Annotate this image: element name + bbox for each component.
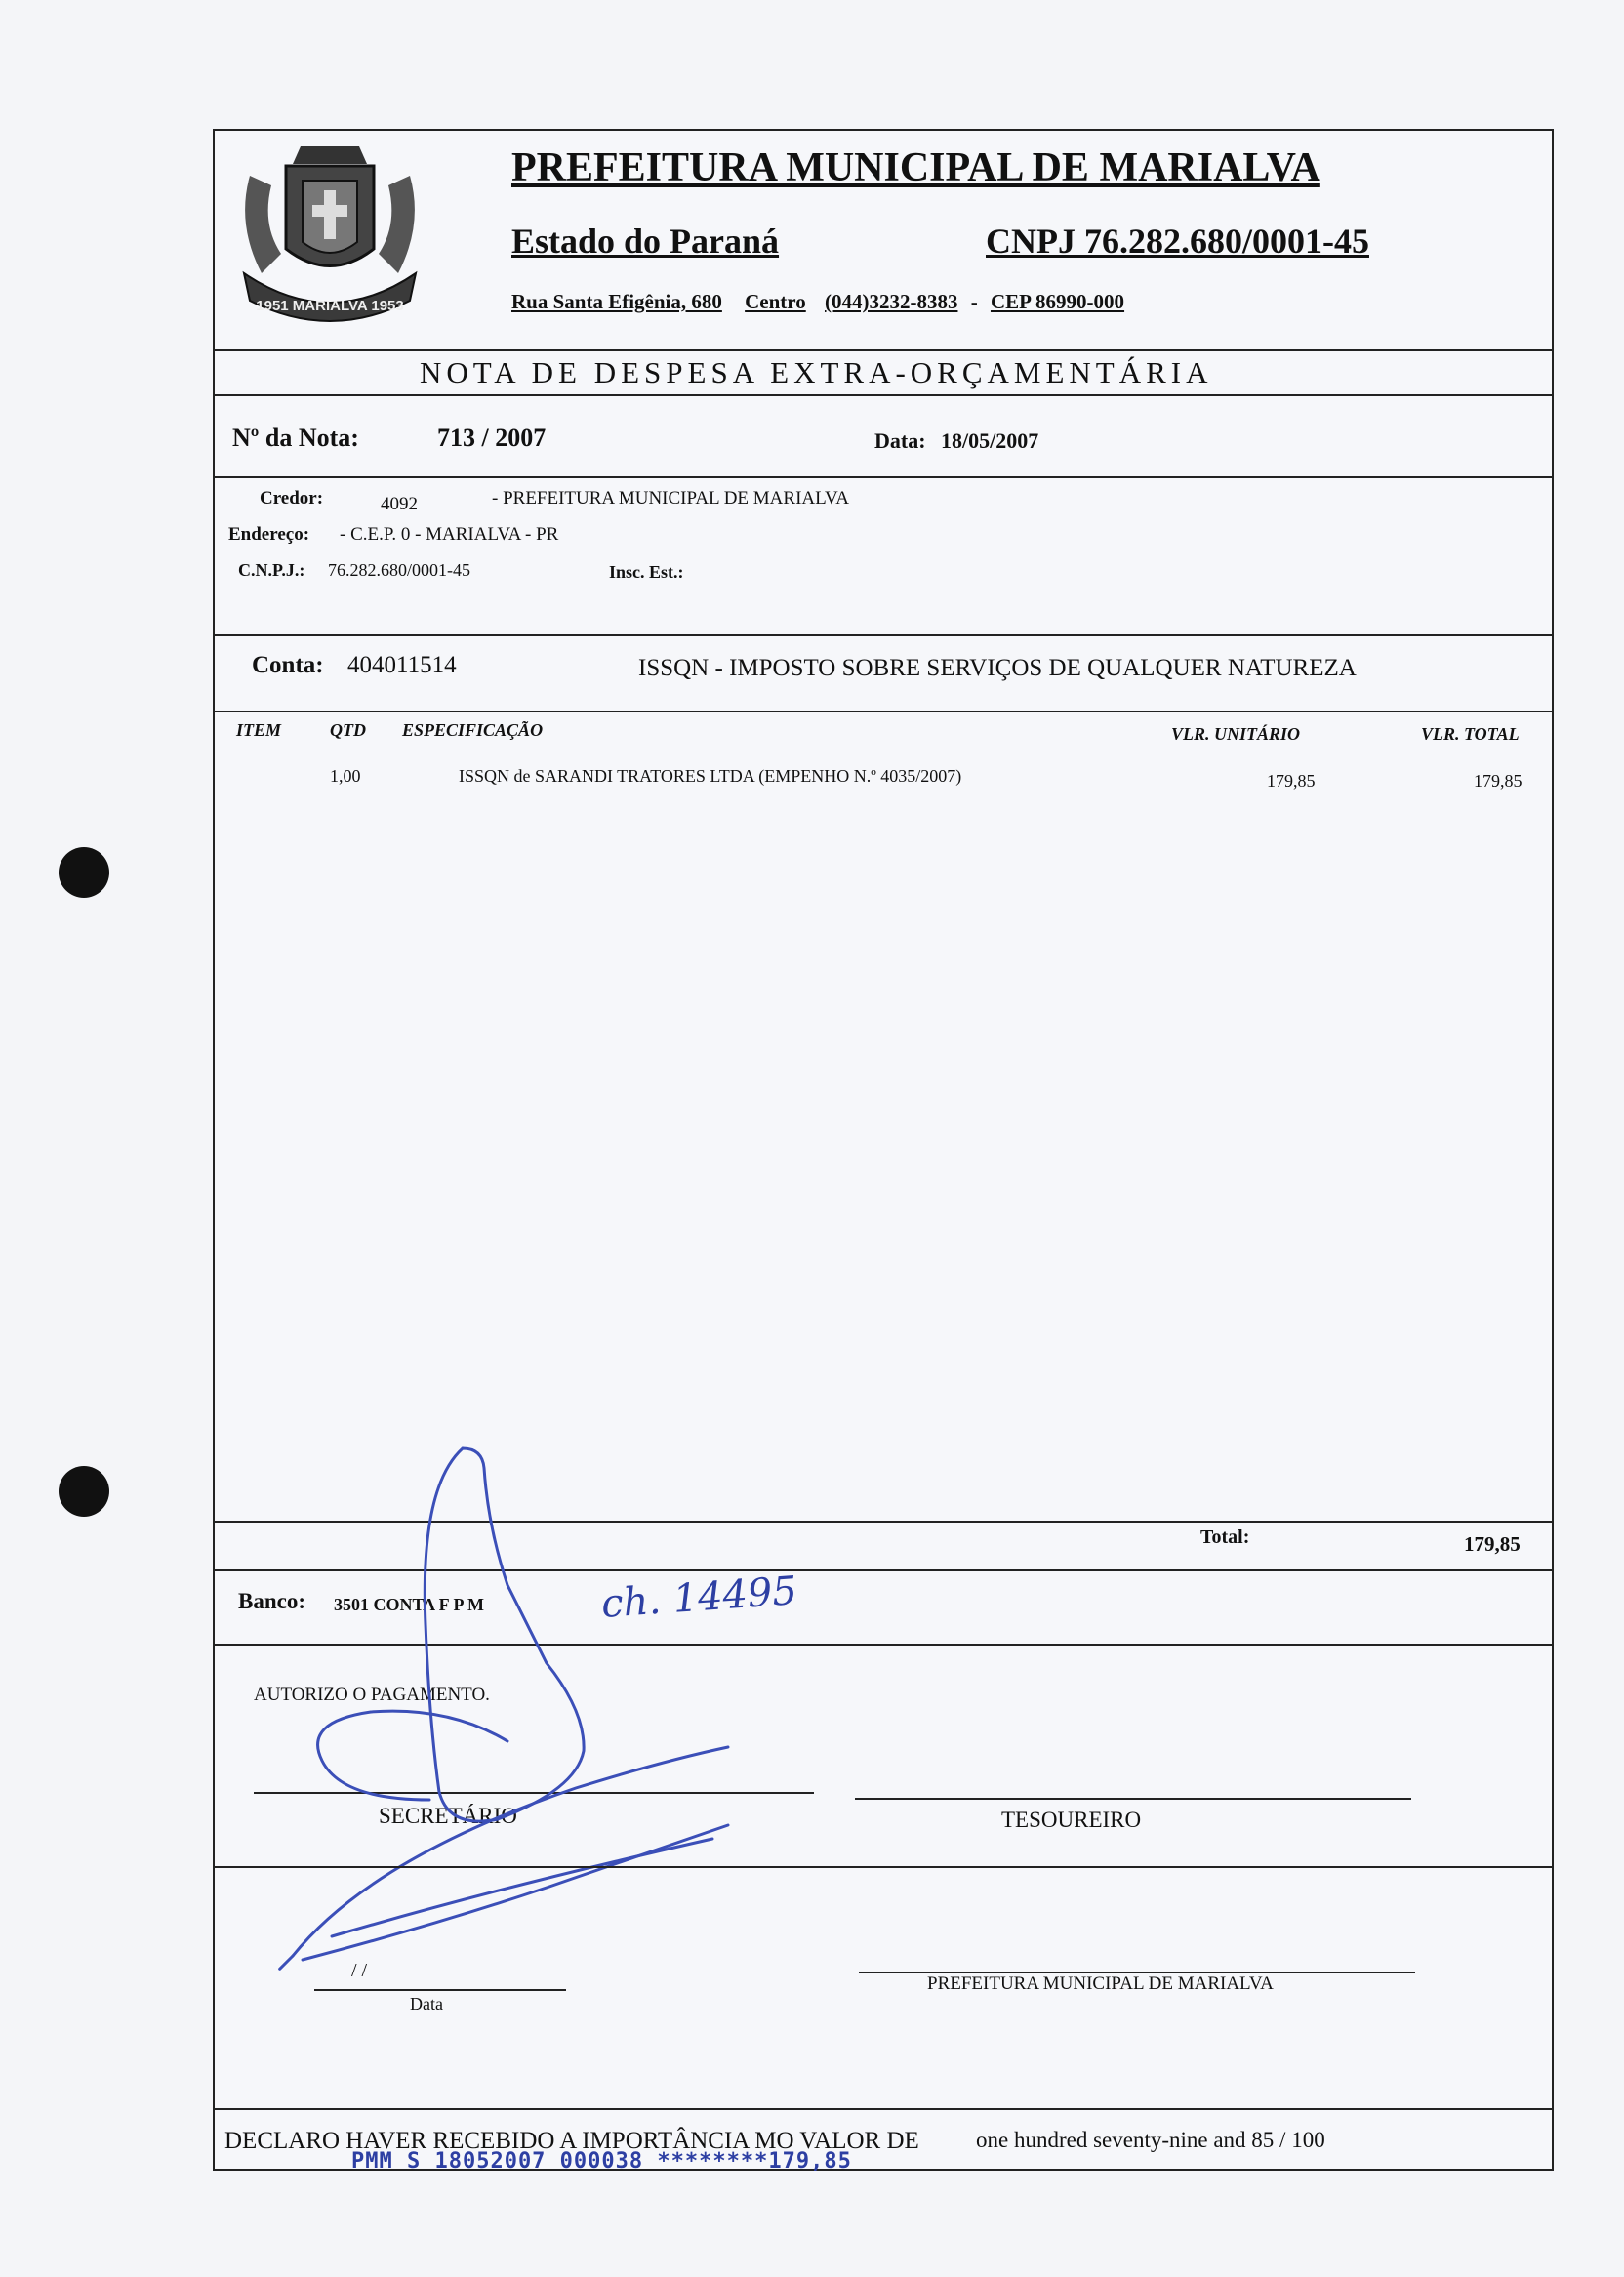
cnpj-value: 76.282.680/0001-45: [328, 560, 470, 580]
endereco-label: Endereço:: [228, 524, 310, 545]
municipality-title: PREFEITURA MUNICIPAL DE MARIALVA: [511, 145, 1320, 190]
col-header-spec: ESPECIFICAÇÃO: [402, 720, 544, 740]
declaration-text: DECLARO HAVER RECEBIDO A IMPORTÂNCIA MO VALOR DE: [224, 2128, 919, 2154]
binder-hole-top: [59, 847, 109, 898]
payment-stamp: PMM S 18052007 000038 ********179,85: [351, 2149, 852, 2174]
state-name: Estado do Paraná: [511, 222, 780, 261]
account-number: 404011514: [347, 652, 457, 678]
tesoureiro-label: TESOUREIRO: [1001, 1808, 1142, 1832]
amount-in-words: one hundred seventy-nine and 85 / 100: [976, 2128, 1325, 2152]
cnpj-label: C.N.P.J.:: [238, 560, 305, 580]
credor-label: Credor:: [260, 488, 324, 508]
coat-of-arms-banner: 1951 MARIALVA 1953: [256, 298, 404, 314]
authorization-text: AUTORIZO O PAGAMENTO.: [254, 1685, 490, 1705]
row-total-value: 179,85: [1474, 771, 1522, 791]
divider: [215, 394, 1552, 396]
bank-value: 3501 CONTA F P M: [334, 1595, 484, 1614]
header-address: Rua Santa Efigênia, 680: [511, 290, 722, 313]
binder-hole-bottom: [59, 1466, 109, 1517]
divider: [215, 1866, 1552, 1868]
divider: [215, 634, 1552, 636]
coat-of-arms-icon: [232, 137, 427, 332]
header-cep: CEP 86990-000: [990, 290, 1125, 313]
divider: [215, 476, 1552, 478]
note-number-label: Nº da Nota:: [232, 424, 359, 452]
account-description: ISSQN - IMPOSTO SOBRE SERVIÇOS DE QUALQUER NATUREZA: [638, 655, 1357, 681]
signature-line-tesoureiro: [855, 1798, 1411, 1800]
header-cnpj: CNPJ 76.282.680/0001-45: [986, 222, 1369, 261]
handwritten-signature: [254, 1429, 859, 1975]
note-number: 713 / 2007: [437, 424, 547, 452]
account-label: Conta:: [252, 652, 324, 678]
expense-note-form: 1951 MARIALVA 1953 PREFEITURA MUNICIPAL DE MARIALVA Estado do Paraná CNPJ 76.282.680/0001-45 Rua Santa Efigênia, 680 Centro (044)3232-8383 - CEP 86990-000 NOTA DE DESPESA EXTRA-ORÇAMENTÁRIA Nº da Nota: 713 / 2007 Data: 18/05/2007 Credor: 4092 - PREFEITURA MUNICIPAL DE MARIALVA Endereço: - C.E.P. 0 - MARIALVA - PR C.N.P.J.: 76.282.680/0001-45 Insc. Est.: Conta: 404011514 ISSQN - IMPOSTO SOBRE SERVIÇOS DE QUALQUER NATUREZA ITEM QTD ESPECIFICAÇÃO VLR. UNITÁRIO VLR. TOTAL 1,00 ISSQN de SARANDI TRATORES LTDA (EMPENHO N.º 4035/2007) 179,85 179,85 Total: 179,85 Banco: 3501 CONTA F P M ch. 14495 AUTORIZO O PAGAMENTO. SECRETÁRIO TESOUREIRO / / Data PREFEITURA MUNICIPAL DE MARIALVA DECLARO HAVER RECEBIDO A IMPORTÂNCIA MO VALOR DE one hundred seventy-nine and 85 / 100 PMM S 18052007 000038 ********179,85: [213, 129, 1554, 2171]
divider: [215, 2108, 1552, 2110]
secretario-label: SECRETÁRIO: [379, 1804, 517, 1828]
insc-est-label: Insc. Est.:: [609, 562, 684, 582]
row-qtd: 1,00: [330, 766, 361, 786]
divider: [215, 711, 1552, 712]
col-header-total: VLR. TOTAL: [1421, 724, 1520, 744]
total-value: 179,85: [1464, 1532, 1521, 1556]
endereco-value: - C.E.P. 0 - MARIALVA - PR: [340, 524, 559, 545]
header-district: Centro: [745, 290, 806, 313]
total-label: Total:: [1200, 1526, 1250, 1548]
note-date-label: Data:: [874, 428, 926, 453]
bank-label: Banco:: [238, 1589, 305, 1613]
row-unit-value: 179,85: [1267, 771, 1316, 791]
handwritten-check-number: ch. 14495: [599, 1568, 799, 1627]
receipt-date-label: Data: [410, 1994, 443, 2013]
credor-name: - PREFEITURA MUNICIPAL DE MARIALVA: [492, 488, 849, 508]
col-header-item: ITEM: [236, 720, 282, 740]
receipt-date-slashes: / /: [351, 1960, 368, 1981]
date-line: [314, 1989, 566, 1991]
divider: [215, 349, 1552, 351]
receipt-org-label: PREFEITURA MUNICIPAL DE MARIALVA: [927, 1973, 1274, 1994]
credor-code: 4092: [381, 494, 418, 514]
col-header-unit: VLR. UNITÁRIO: [1171, 724, 1301, 744]
note-date: 18/05/2007: [941, 428, 1039, 453]
col-header-qtd: QTD: [330, 720, 366, 740]
header-phone: (044)3232-8383: [824, 290, 958, 313]
row-spec: ISSQN de SARANDI TRATORES LTDA (EMPENHO N.º 4035/2007): [459, 766, 962, 786]
document-title: NOTA DE DESPESA EXTRA-ORÇAMENTÁRIA: [420, 355, 1213, 389]
